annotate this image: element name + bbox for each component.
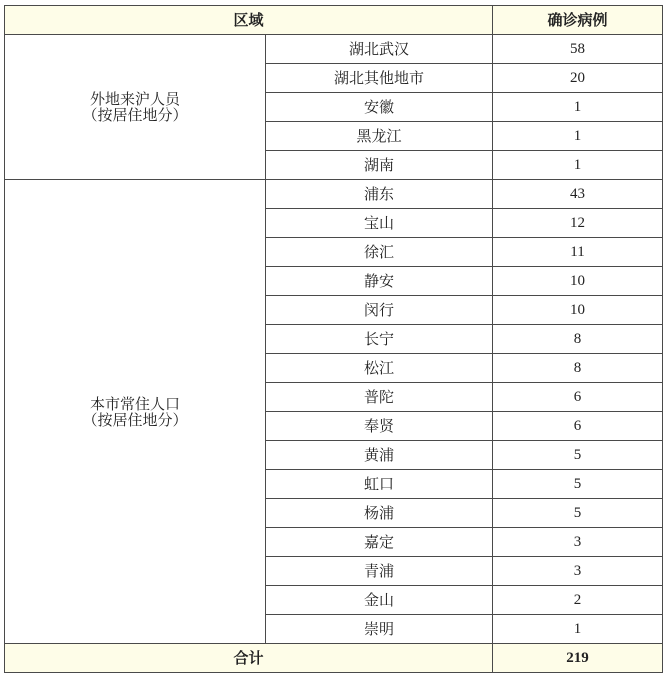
header-row [5, 6, 663, 35]
count-cell: 3 [493, 528, 663, 557]
table-body [5, 35, 663, 644]
region-header: 区域 [5, 6, 493, 35]
area-cell: 安徽 [266, 93, 493, 122]
total-label: 合计 [5, 644, 493, 673]
total-count: 219 [493, 644, 663, 673]
count-cell: 20 [493, 64, 663, 93]
count-cell: 2 [493, 586, 663, 615]
count-cell: 1 [493, 615, 663, 644]
count-cell: 6 [493, 412, 663, 441]
total-row [5, 644, 663, 673]
area-cell: 黑龙江 [266, 122, 493, 151]
group-cell [5, 35, 266, 180]
area-cell: 金山 [266, 586, 493, 615]
area-cell: 湖南 [266, 151, 493, 180]
area-cell: 闵行 [266, 296, 493, 325]
count-cell: 10 [493, 296, 663, 325]
area-cell: 杨浦 [266, 499, 493, 528]
area-cell: 浦东 [266, 180, 493, 209]
count-cell: 8 [493, 325, 663, 354]
count-cell: 1 [493, 93, 663, 122]
group-cell [5, 180, 266, 644]
area-cell: 普陀 [266, 383, 493, 412]
area-cell: 嘉定 [266, 528, 493, 557]
area-cell: 青浦 [266, 557, 493, 586]
area-cell: 松江 [266, 354, 493, 383]
count-cell: 8 [493, 354, 663, 383]
group-note: （按居住地分） [82, 106, 188, 124]
count-cell: 3 [493, 557, 663, 586]
area-cell: 黄浦 [266, 441, 493, 470]
count-cell: 12 [493, 209, 663, 238]
confirmed-header: 确诊病例 [493, 6, 663, 35]
count-cell: 58 [493, 35, 663, 64]
area-cell: 宝山 [266, 209, 493, 238]
confirmed-cases-table [4, 5, 663, 673]
area-cell: 长宁 [266, 325, 493, 354]
count-cell: 1 [493, 151, 663, 180]
area-cell: 虹口 [266, 470, 493, 499]
area-cell: 崇明 [266, 615, 493, 644]
table-row [5, 180, 663, 209]
count-cell: 10 [493, 267, 663, 296]
area-cell: 湖北其他地市 [266, 64, 493, 93]
count-cell: 1 [493, 122, 663, 151]
group-note: （按居住地分） [82, 410, 188, 429]
count-cell: 11 [493, 238, 663, 267]
group-name: 本市常住人口 [89, 394, 180, 413]
count-cell: 43 [493, 180, 663, 209]
table-row [5, 35, 663, 64]
count-cell: 5 [493, 499, 663, 528]
count-cell: 5 [493, 470, 663, 499]
group-name: 外地来沪人员 [89, 90, 180, 108]
area-cell: 奉贤 [266, 412, 493, 441]
count-cell: 6 [493, 383, 663, 412]
count-cell: 5 [493, 441, 663, 470]
area-cell: 徐汇 [266, 238, 493, 267]
area-cell: 湖北武汉 [266, 35, 493, 64]
area-cell: 静安 [266, 267, 493, 296]
